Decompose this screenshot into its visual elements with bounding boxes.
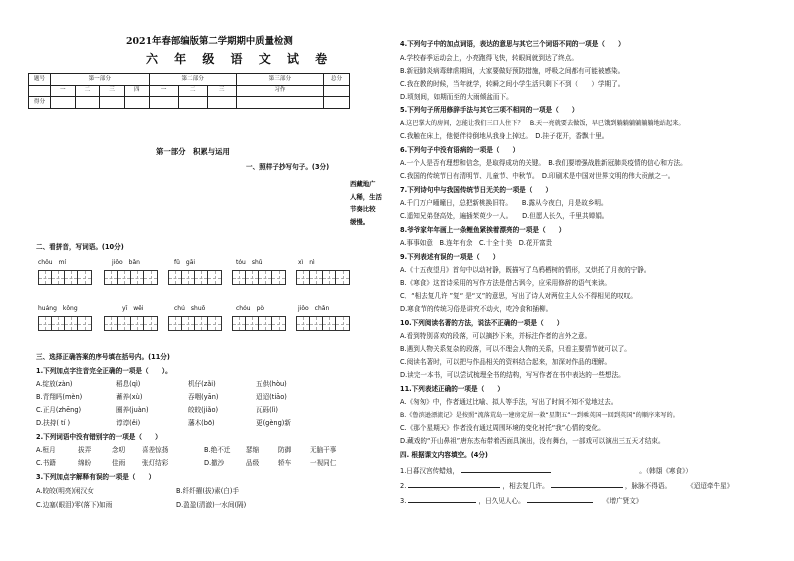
option: 吞咽(yān) [188,393,219,401]
fill-line-3 [400,497,642,506]
score-cell: 题号 [29,74,51,86]
option: D.撤沙 [204,459,225,467]
answer-grid[interactable] [38,270,92,285]
option: 佳雨 [112,459,126,467]
score-cell: 四 [124,85,149,97]
pinyin: yī wēi [122,305,144,312]
exam-subtitle: 六 年 级 语 文 试 卷 [146,52,334,66]
pinyin: tóu shǔ [236,259,263,266]
option: C．“相去复几许 ”复“ 是“又”的意思，写出了诗人对两位主人公不得相见的叹叹。 [400,292,637,300]
fill-text: 3. [400,497,407,505]
option: 稻息(qì) [116,380,141,388]
option: A.千门万户曈曈日，总把新桃换旧符。 B.露从今夜白，月是故乡明。 [400,199,608,207]
option: C.遥知兄弟登高处，遍插茱萸少一人。 D.但愿人长久，千里共婵娟。 [400,212,609,220]
score-cell [324,85,350,97]
option: A.这巴掌大的房间，怎能让我们三口人住下？ B.天一亮就要去做饭，早已饿到躺躺躺躺躺躺地站起来。 [400,120,685,127]
answer-grid[interactable] [104,270,158,285]
option: B.青翔吗(mèn) [36,393,83,401]
part1-heading: 第一部分 积累与运用 [156,147,230,156]
option: 无脑干事 [310,446,337,454]
answer-grid[interactable] [232,270,286,285]
answer-grid[interactable] [296,270,350,285]
option: C.阅读名著时，可以把与作品相关的资料结合起来，加深对作品的理解。 [400,358,612,366]
pinyin: chǒu mí [38,259,67,266]
answer-grid[interactable] [104,316,158,331]
score-cell: 三 [100,85,125,97]
question: 8.爷爷家年年画上一条鲤鱼紧挨着漂亮的一项是（ ） [400,226,566,234]
option: 迢迢(tiāo) [256,393,287,401]
answer-grid[interactable] [168,270,222,285]
score-table [28,73,350,109]
option: B.纤纤擢(拔)素(白)手 [176,487,240,495]
option: C.我触在床上，他便伴待倒地从我身上掉过。 D.挂子花开，香飘十里。 [400,132,609,140]
pinyin: fǔ gāi [174,259,196,266]
pinyin: xì nì [298,259,315,266]
answer-grid[interactable] [232,316,286,331]
option: 蓄养(xù) [116,393,143,401]
fill-text: 。（韩翃《寒食》） [639,467,693,475]
score-cell [29,85,51,97]
score-cell [324,97,350,109]
section-title: 四. 根据课文内容填空。(4分) [400,451,488,459]
q1-sample-line: 西藏地广 [350,180,376,188]
option: B.《鲁滨逊漂流记》是按照“流落荒岛一建房定居一救“星期五”一到乘英国一回到英国”的顺序来写的。 [400,412,679,419]
fill-blank[interactable] [408,482,500,488]
fill-line-1 [400,467,692,476]
score-cell: 第二部分 [149,74,236,86]
score-cell: 二 [178,85,207,97]
option: 喜差惊扬 [142,446,169,454]
fill-text: 《增广贤文》 [602,497,643,505]
option: B.遇到人物关系复杂的段落，可以不理会人物的关系，只看主要情节就可以了。 [400,345,631,353]
fill-text: 2. [400,482,407,490]
option: A.看到特别喜欢的段落，可以摘抄下来，并标注作者的言外之意。 [400,332,592,340]
option: 张灯结彩 [142,459,169,467]
score-cell: 二 [75,85,100,97]
score-cell [75,97,100,109]
question: 4.下列句子中的加点词语，表达的意思与其它三个词语不同的一项是（ ） [400,40,625,48]
score-cell: 第一部分 [51,74,150,86]
exam-title: 2021年春部编版第二学期期中质量检测 [126,36,293,47]
question: 9.下列表述有误的一项是（ ） [400,253,500,261]
option: 绵盼 [78,459,92,467]
option: D.读完一本书，可以尝试梳理全书的结构，写写作者在书中表达的一些想法。 [400,371,625,379]
fill-blank[interactable] [461,467,551,473]
option: 五供(hòu) [256,380,287,388]
option: 机仔(zǎi) [188,380,216,388]
option: C.边塞(眼泪)零(落下)如雨 [36,501,113,509]
answer-grid[interactable] [296,316,350,331]
score-cell [100,97,125,109]
question: 3.下列加点字解释有误的一项是（ ） [36,473,156,481]
question: 5.下列句子所用修辞手法与其它三项不相同的一项是（ ） [400,106,579,114]
pinyin: chú shuō [174,305,206,312]
option: B.新冠肺炎病毒肆虐期间，大家要做好预防措施，呼吸之间都有可能被感染。 [400,67,625,75]
score-cell [124,97,149,109]
option: 防御 [278,446,292,454]
option: C.正月(zhēng) [36,406,82,414]
score-cell: 第三部分 [236,74,323,86]
option: 品级 [246,459,260,467]
option: 一视同仁 [310,459,337,467]
option: 更(gèng)新 [256,419,291,427]
option: C.我国的传统节日有清明节、儿童节、中秋节。 D.印刷术是中国对世界文明的伟大贡献之一。 [400,172,675,180]
fill-text: ，日久见人心。 [478,497,525,505]
option: 瑟缩 [246,446,260,454]
option: A.学校春季运动会上，小亮跑得飞快，转眼间就到达了终点。 [400,54,578,62]
score-cell [207,97,236,109]
fill-blank[interactable] [527,497,593,503]
option: 圈养(juàn) [116,406,149,414]
fill-text: ，相去复几许。 [502,482,549,490]
option: A.《匆匆》中，作者通过比喻、拟人等手法，写出了时间不知不觉地过去。 [400,398,618,406]
option: D.藏戏的“开山鼻祖”唐东杰布带着西面具演出，没有舞台，一部戏可以演出三五天才结束。 [400,437,665,445]
option: D.顷刻间，如期而至的大雨倾盆而下。 [400,93,513,101]
option: B.《寒食》这首诗采用的写作方法是借古讽今，应采用修辞的语气来读。 [400,279,612,287]
option: D.扶持( tí ) [36,419,71,427]
q1-sample-line: 缓慢。 [350,217,370,226]
option: A.《十五夜望月》首句中以动衬静，既描写了乌鸦栖树的情形，又烘托了月夜的宁静。 [400,266,651,274]
option: A.绽放(zàn) [36,380,73,388]
option: C.《那个星期天》作者没有通过周围环境的变化衬托“我”心情的变化。 [400,424,605,432]
score-cell: 一 [51,85,76,97]
fill-text: 《迢迢牵牛星》 [687,482,734,490]
score-cell [51,97,76,109]
q1-sample-line: 人稀，生活 [350,192,382,201]
question: 2.下列词语中没有错别字的一项是（ ） [36,433,162,441]
score-cell [236,97,323,109]
answer-grid[interactable] [38,316,92,331]
option: C.我在教的时候，当年就学，转瞬之间小学生活只剩下不到（ ）学期了。 [400,80,625,88]
pinyin: huáng kǒng [38,305,78,312]
q3-title: 三、选择正确答案的序号填在括号内。(11分) [36,353,170,361]
q1-sample-text [350,178,382,228]
pinyin: jiǒo chǎn [298,305,330,312]
option: A.皎皎(明亮)闲汉女 [36,487,94,495]
question: 7.下列诗句中与我国传统节日无关的一项是（ ） [400,186,553,194]
pinyin: jiǒo bǎn [112,259,140,266]
score-cell: 得分 [29,97,51,109]
option: 轿车 [278,459,292,467]
option: 念叨 [112,446,126,454]
fill-blank[interactable] [551,482,623,488]
option: A.一个人是否有理想和信念，是取得成功的关键。 B.我们要增强战胜新冠肺炎疫情的信心和方法。 [400,159,687,167]
option: 瓦砾(lì) [256,406,278,414]
question: 6.下列句子中没有语病的一项是（ ） [400,146,520,154]
score-cell [178,97,207,109]
option: 谆谆(ěi) [116,419,141,427]
pinyin: chóu pò [236,305,265,312]
option: D.寒食节的传统习俗是讲究不动火，吃冷食和插柳。 [400,305,553,313]
q1-title: 一、照样子抄写句子。(3分) [246,163,330,171]
score-cell: 习作 [236,85,323,97]
option: A.桓月 [36,446,56,454]
score-cell: 总分 [324,74,350,86]
score-cell [149,97,178,109]
option: 藩木(bō) [188,419,215,427]
answer-grid[interactable] [168,316,222,331]
fill-text: 1.日暮汉宫传蜡烛， [400,467,460,475]
fill-text: ，脉脉不得语。 [624,482,672,490]
fill-blank[interactable] [408,497,476,503]
option: B.绝不迁 [204,446,231,454]
fill-line-2 [400,482,733,491]
question: 1.下列加点字注音完全正确的一项是（ ）。 [36,367,172,375]
question: 10.下列阅读名著的方法，说法不正确的一项是（ ） [400,319,564,327]
score-cell: 三 [207,85,236,97]
question: 11.下列表述正确的一项是（ ） [400,385,504,393]
option: D.盈盈(清澈)一水间(隔) [176,501,247,509]
option: C.书籍 [36,459,56,467]
option: 皎皎(jiǎo) [188,406,219,414]
q2-title: 二、看拼音，写词语。(10分) [36,243,124,251]
option: 拔弄 [78,446,92,454]
q1-sample-line: 节奏比较 [350,205,376,213]
score-cell: 一 [149,85,178,97]
option: A.事事如意 B.连年有余 C.十全十美 D.花开富贵 [400,239,553,247]
